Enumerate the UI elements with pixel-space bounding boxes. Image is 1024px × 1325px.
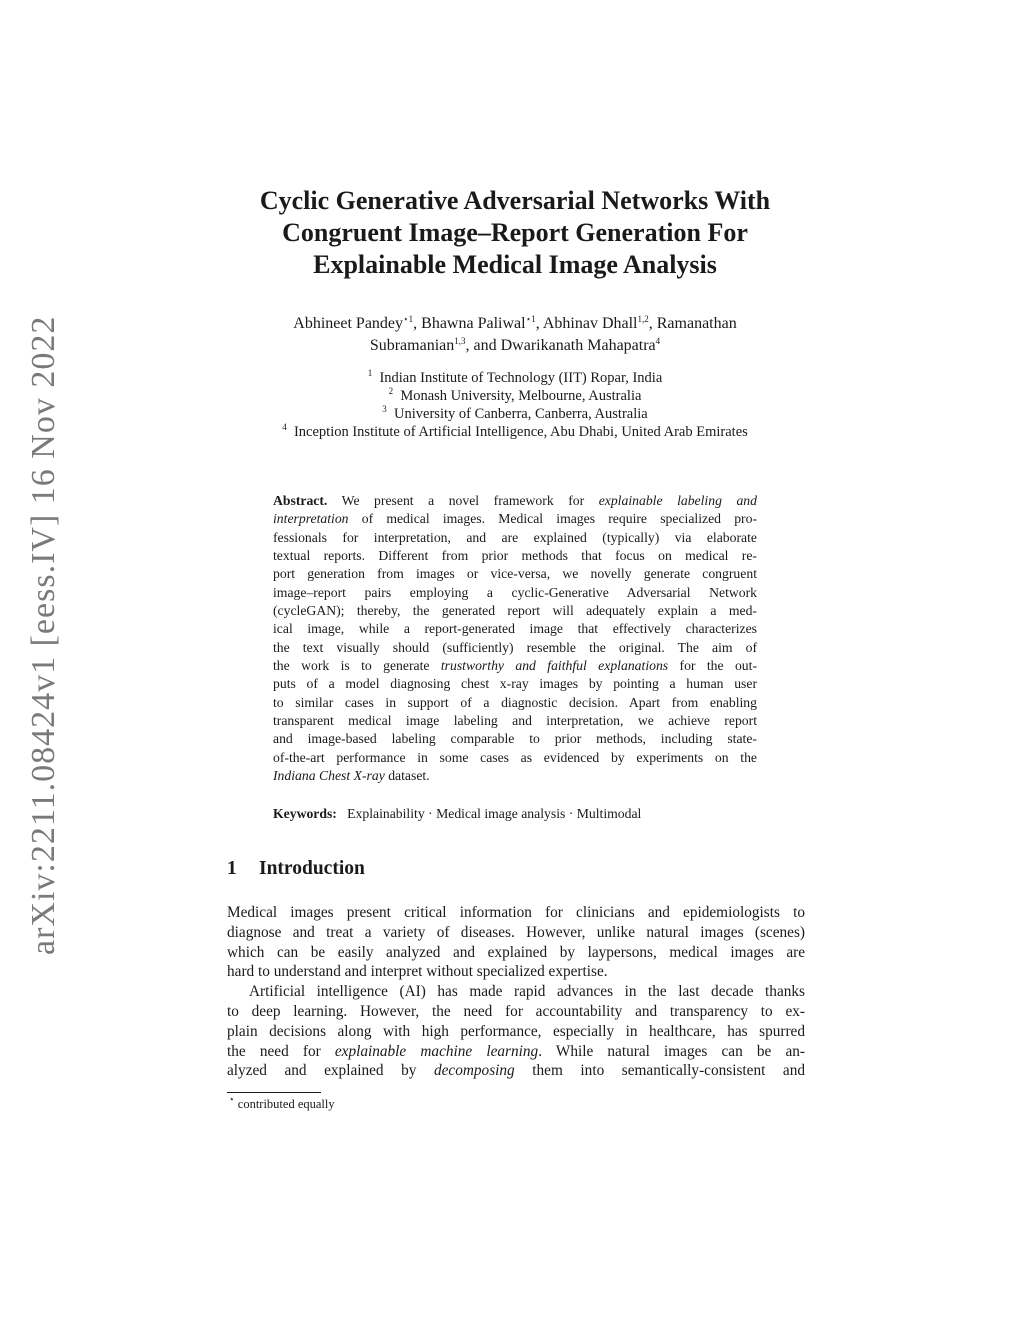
body-line: the need for explainable machine learning. While natural images can be an- bbox=[227, 1042, 806, 1060]
affiliation-text: Indian Institute of Technology (IIT) Ropar, India bbox=[379, 370, 663, 386]
keywords-label: Keywords: bbox=[273, 806, 337, 821]
abstract-line: the work is to generate trustworthy and faithful explanations for the out- bbox=[273, 658, 757, 674]
author-line: Subramanian$^{1,3}$, and Dwarikanath Mahapatra$^4$ bbox=[369, 336, 661, 354]
abstract-line: fessionals for interpretation, and are explained (typically) via elaborate bbox=[273, 529, 757, 545]
title-line: Explainable Medical Image Analysis bbox=[313, 250, 717, 279]
abstract bbox=[273, 492, 757, 786]
footnote-rule bbox=[227, 1092, 321, 1093]
affiliation-text: Monash University, Melbourne, Australia bbox=[400, 388, 642, 404]
affiliation-mark: 1 bbox=[367, 368, 373, 378]
abstract-line: interpretation of medical images. Medical images require specialized pro- bbox=[273, 511, 757, 527]
author-name: Subramanian bbox=[369, 337, 455, 354]
body-line: Artificial intelligence (AI) has made rapid advances in the last decade thanks bbox=[249, 983, 805, 1001]
body-line: which can be easily analyzed and explained by laypersons, medical images are bbox=[227, 943, 805, 961]
affiliation-mark: 2 bbox=[388, 386, 394, 396]
arxiv-identifier: arXiv:2211.08424v1 [eess.IV] 16 Nov 2022 bbox=[25, 315, 62, 955]
affiliation-text: Inception Institute of Artificial Intelligence, Abu Dhabi, United Arab Emirates bbox=[293, 424, 748, 440]
abstract-line: of-the-art performance in some cases as evidenced by experiments on the bbox=[273, 749, 757, 765]
emphasis: trustworthy and faithful explanations bbox=[440, 658, 669, 674]
author-affil-mark: ⋆1 bbox=[525, 314, 536, 324]
affiliation bbox=[200, 369, 830, 387]
abstract-line: image–report pairs employing a cyclic-Generative Adversarial Network bbox=[273, 584, 757, 600]
author-name: Ramanathan bbox=[656, 315, 737, 332]
section-heading bbox=[227, 858, 365, 880]
title-line: Cyclic Generative Adversarial Networks With bbox=[259, 186, 771, 215]
author-affil-mark: 4 bbox=[655, 336, 661, 346]
body-line: to deep learning. However, the need for accountability and transparency to ex- bbox=[227, 1002, 805, 1020]
author-list bbox=[200, 313, 830, 357]
body-text bbox=[227, 903, 805, 1081]
affiliation bbox=[200, 387, 830, 405]
affiliation-mark: 3 bbox=[382, 404, 387, 414]
abstract-line: and image-based labeling comparable to prior methods, including state- bbox=[273, 731, 757, 747]
emphasis: interpretation bbox=[273, 511, 349, 527]
section-number: 1 bbox=[227, 858, 237, 879]
abstract-line: textual reports. Different from prior methods that focus on medical re- bbox=[273, 548, 757, 564]
author-affil-mark: ⋆1 bbox=[403, 314, 414, 324]
affiliation-list bbox=[200, 369, 830, 441]
abstract-line: Abstract. We present a novel framework for explainable labeling and bbox=[273, 493, 757, 508]
abstract-line: transparent medical image labeling and interpretation, we achieve report bbox=[273, 713, 757, 729]
section-title: Introduction bbox=[259, 858, 365, 879]
body-line: alyzed and explained by decomposing them into semantically-consistent and bbox=[227, 1062, 805, 1080]
emphasis: explainable machine learning bbox=[334, 1042, 539, 1060]
body-line: Medical images present critical information for clinicians and epidemiologists to bbox=[227, 904, 805, 921]
abstract-line: the text visually should (sufficiently) resemble the original. The aim of bbox=[273, 639, 757, 655]
abstract-line: to similar cases in support of a diagnostic decision. Apart from enabling bbox=[273, 694, 757, 710]
affiliation-text: University of Canberra, Canberra, Australia bbox=[394, 406, 648, 422]
author-name: Bhawna Paliwal bbox=[421, 315, 526, 332]
author-affil-mark: 1,3 bbox=[454, 336, 466, 346]
author-name: Abhineet Pandey bbox=[293, 315, 404, 332]
paragraph bbox=[227, 982, 805, 1081]
affiliation-mark: 4 bbox=[282, 422, 287, 432]
emphasis: decomposing bbox=[433, 1062, 515, 1080]
title-line: Congruent Image–Report Generation For bbox=[282, 218, 748, 247]
abstract-line: puts of a model diagnosing chest x-ray images by pointing a human user bbox=[273, 676, 757, 692]
abstract-line: (cycleGAN); thereby, the generated report will adequately explain a med- bbox=[273, 603, 757, 619]
abstract-line: Indiana Chest X-ray dataset. bbox=[273, 768, 430, 784]
abstract-line: ical image, while a report-generated image that effectively characterizes bbox=[273, 621, 757, 637]
keywords bbox=[273, 805, 757, 823]
footnote-text: contributed equally bbox=[237, 1097, 335, 1111]
affiliation bbox=[200, 405, 830, 423]
body-line: diagnose and treat a variety of diseases. However, unlike natural images (scenes) bbox=[227, 923, 805, 941]
author-line: Abhineet Pandey$^{⋆1}$, Bhawna Paliwal$^{⋆1}$, Abhinav Dhall$^{1,2}$, Ramanathan bbox=[293, 314, 737, 332]
body-line: hard to understand and interpret without specialized expertise. bbox=[227, 963, 608, 981]
keywords-text: Explainability · Medical image analysis · Multimodal bbox=[347, 806, 642, 821]
author-name: Dwarikanath Mahapatra bbox=[500, 337, 656, 354]
abstract-label: Abstract. bbox=[273, 493, 328, 508]
author-name: Abhinav Dhall bbox=[542, 315, 638, 332]
abstract-line: port generation from images or vice-versa, we novelly generate congruent bbox=[273, 566, 757, 582]
author-affil-mark: 1,2 bbox=[637, 314, 649, 324]
paper-title bbox=[200, 185, 830, 281]
paragraph bbox=[227, 903, 805, 982]
emphasis: explainable labeling and bbox=[598, 493, 757, 508]
footnote-mark: ⋆ bbox=[229, 1094, 235, 1104]
footnote bbox=[229, 1094, 335, 1112]
body-line: plain decisions along with high performance, especially in healthcare, has spurred bbox=[227, 1022, 805, 1040]
affiliation bbox=[200, 423, 830, 441]
emphasis: Indiana Chest X-ray bbox=[273, 768, 385, 784]
